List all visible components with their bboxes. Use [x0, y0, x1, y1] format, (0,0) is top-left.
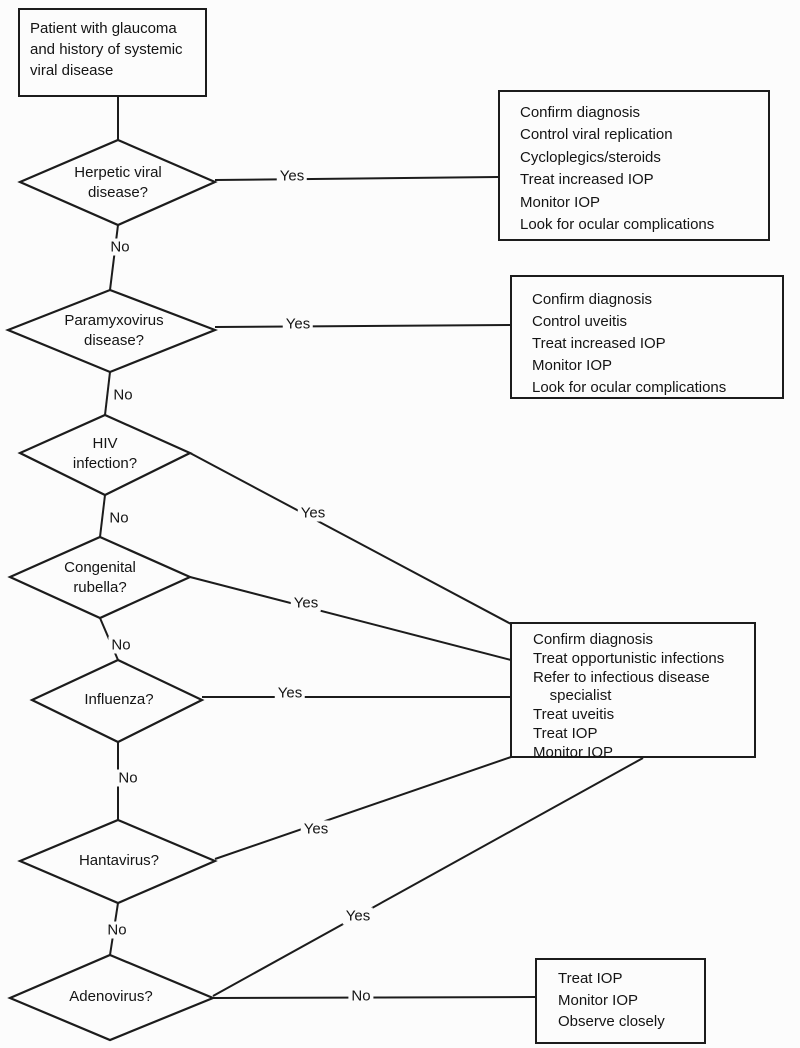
edge-label-rubella-no: No [108, 637, 133, 654]
action-item: Cycloplegics/steroids [520, 148, 661, 166]
edge-hiv-no [100, 495, 105, 537]
decision-hiv-label [73, 434, 137, 474]
action-item: Look for ocular complications [532, 379, 727, 396]
action-item: Confirm diagnosis [532, 291, 653, 308]
action-item: Monitor IOP [532, 357, 613, 374]
edge-herpetic-yes [215, 177, 498, 180]
edge-rubella-yes [190, 577, 511, 660]
action-box-systemic-yes [510, 622, 756, 761]
decision-text: Hantavirus? [78, 852, 160, 869]
edge-hiv-yes [190, 453, 511, 624]
decision-text: rubella? [73, 579, 127, 596]
start-node [18, 8, 207, 97]
edge-label-hantavirus-yes: Yes [301, 821, 331, 838]
action-item: Control viral replication [520, 126, 673, 144]
edge-paramyxovirus-no [105, 372, 110, 415]
edge-label-hiv-yes: Yes [298, 505, 328, 522]
edge-label-influenza-no: No [115, 770, 140, 787]
edge-hantavirus-yes [215, 757, 511, 859]
action-item: Treat increased IOP [532, 335, 666, 352]
action-item: specialist [533, 687, 612, 705]
decision-text: Adenovirus? [69, 988, 153, 1005]
decision-text: Herpetic viral [74, 164, 162, 181]
action-item: Monitor IOP [558, 991, 639, 1009]
edge-label-adenovirus-yes: Yes [343, 908, 373, 925]
action-item: Treat uveitis [533, 706, 615, 724]
decision-text: Paramyxovirus [64, 312, 164, 329]
action-box-paramyxovirus-yes [510, 275, 784, 399]
decision-text: Congenital [64, 559, 136, 576]
decision-text: Influenza? [84, 691, 154, 708]
decision-text: HIV [92, 435, 118, 452]
edge-label-adenovirus-no: No [348, 988, 373, 1005]
action-box-adenovirus-no [535, 958, 706, 1044]
decision-adenovirus-label [69, 987, 152, 1007]
action-item: Refer to infectious disease [533, 668, 710, 686]
edge-label-herpetic-yes: Yes [277, 168, 307, 185]
start-node-text: and history of systemic [30, 41, 183, 58]
decision-hantavirus-label [79, 851, 159, 871]
action-item: Look for ocular complications [520, 216, 715, 234]
edge-label-rubella-yes: Yes [291, 595, 321, 612]
action-item: Treat IOP [533, 724, 598, 742]
start-node-text: viral disease [30, 62, 114, 79]
decision-text: infection? [72, 455, 138, 472]
action-item: Treat increased IOP [520, 171, 654, 189]
action-item: Observe closely [558, 1013, 665, 1030]
action-item: Confirm diagnosis [533, 631, 654, 648]
action-item: Confirm diagnosis [520, 104, 641, 121]
action-item: Monitor IOP [533, 743, 614, 761]
edge-label-paramyxovirus-no: No [110, 387, 135, 404]
decision-paramyxovirus-label [64, 311, 163, 351]
decision-text: disease? [87, 184, 149, 201]
edge-herpetic-no [110, 225, 118, 290]
action-item: Treat IOP [558, 970, 623, 987]
decision-text: disease? [83, 332, 145, 349]
action-item: Treat opportunistic infections [533, 649, 725, 667]
start-node-text: Patient with glaucoma [30, 20, 177, 37]
action-box-herpetic-yes [498, 90, 770, 241]
edge-label-influenza-yes: Yes [275, 685, 305, 702]
action-item: Monitor IOP [520, 193, 601, 211]
edge-label-herpetic-no: No [107, 239, 132, 256]
action-item: Control uveitis [532, 313, 628, 330]
decision-influenza-label [84, 690, 153, 710]
decision-herpetic-label [74, 163, 162, 203]
edge-adenovirus-no [213, 997, 535, 998]
edge-label-paramyxovirus-yes: Yes [283, 316, 313, 333]
decision-rubella-label [64, 558, 136, 598]
edge-label-hantavirus-no: No [104, 922, 129, 939]
edge-paramyxovirus-yes [215, 325, 510, 327]
edge-label-hiv-no: No [106, 510, 131, 527]
